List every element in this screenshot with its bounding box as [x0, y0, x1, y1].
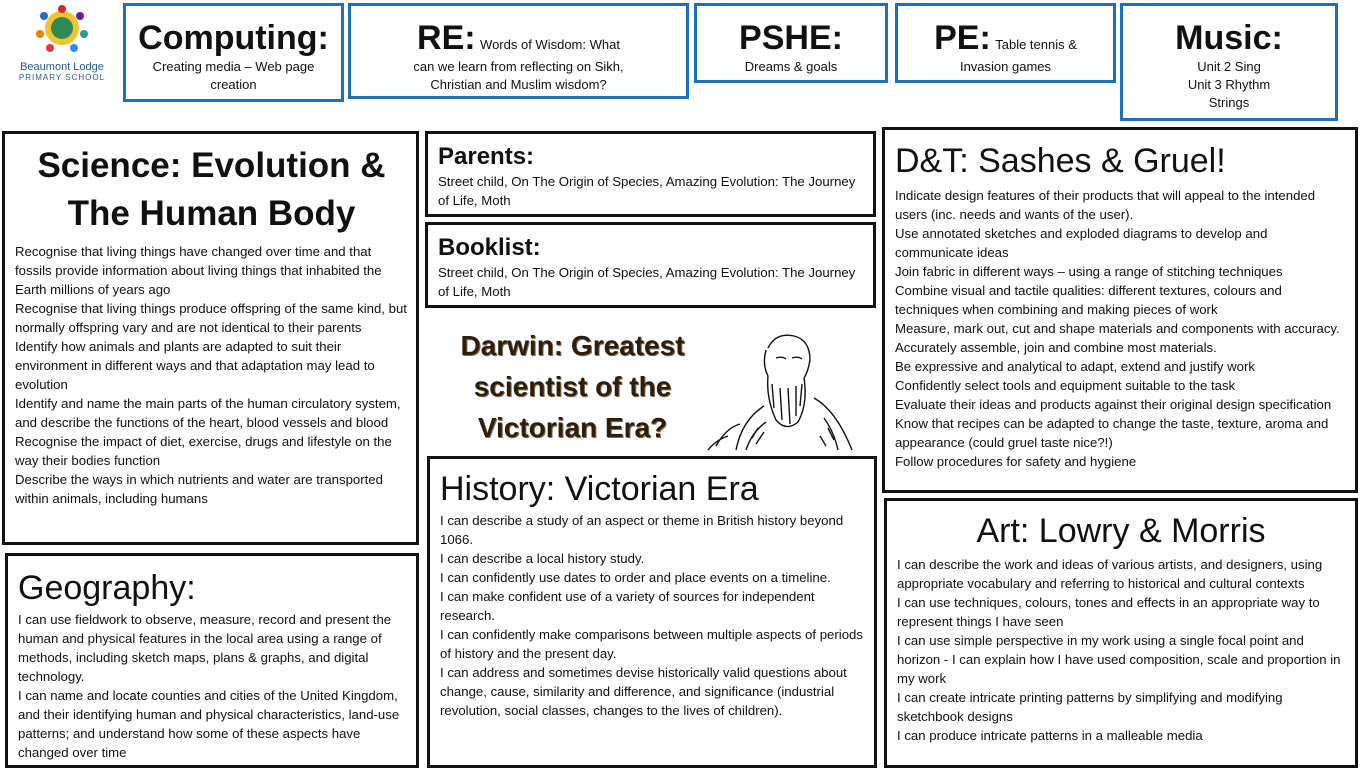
list-item: Recognise that living things produce offspring of the same kind, but normally offspring vary and are not identical to their parents	[15, 301, 407, 335]
history-list	[440, 511, 864, 720]
booklist-title: Booklist:	[438, 234, 541, 261]
parents-box	[425, 131, 876, 217]
booklist-box	[425, 222, 876, 308]
list-item: Join fabric in different ways – using a range of stitching techniques	[895, 264, 1283, 279]
list-item: I can use techniques, colours, tones and effects in an appropriate way to represent things I have seen	[897, 595, 1320, 629]
booklist-text: Street child, On The Origin of Species, Amazing Evolution: The Journey of Life, Moth	[438, 265, 856, 299]
list-item: Describe the ways in which nutrients and water are transported within animals, including humans	[15, 472, 383, 506]
pshe-line1: Dreams & goals	[744, 59, 838, 74]
pe-line2: Invasion games	[959, 59, 1052, 74]
re-title: RE:	[417, 19, 476, 57]
music-title: Music:	[1175, 19, 1283, 57]
art-list	[897, 555, 1345, 745]
dt-title: D&T: Sashes & Gruel!	[895, 142, 1226, 180]
parents-title: Parents:	[438, 143, 535, 170]
science-title-line1: Science: Evolution &	[37, 146, 386, 185]
list-item: Recognise that living things have changed over time and that fossils provide information about living things that inhabited the Earth millions of years ago	[15, 244, 382, 297]
art-title: Art: Lowry & Morris	[976, 512, 1266, 550]
dt-list	[895, 186, 1345, 471]
school-name: Beaumont Lodge	[20, 61, 104, 73]
school-type: PRIMARY SCHOOL	[18, 73, 106, 82]
darwin-line1: Darwin: Greatest	[460, 330, 685, 361]
pshe-title: PSHE:	[739, 19, 843, 57]
computing-title: Computing:	[138, 19, 329, 57]
science-list	[15, 242, 408, 508]
re-line3: Christian and Muslim wisdom?	[430, 77, 607, 92]
music-line1: Unit 2 Sing	[1197, 59, 1261, 74]
list-item: Combine visual and tactile qualities: different textures, colours and techniques when combining and making pieces of work	[895, 283, 1282, 317]
list-item: Recognise the impact of diet, exercise, drugs and lifestyle on the way their bodies function	[15, 434, 392, 468]
list-item: I can use simple perspective in my work using a single focal point and horizon - I can explain how I have used composition, scale and proportion in my work	[897, 633, 1341, 686]
list-item: I can use fieldwork to observe, measure, record and present the human and physical features in the local area using a range of methods, including sketch maps, plans & graphs, and digital technology.	[18, 612, 392, 684]
list-item: I can confidently make comparisons between multiple aspects of periods of history and the present day.	[440, 627, 863, 661]
list-item: I can describe a study of an aspect or theme in British history beyond 1066.	[440, 513, 844, 547]
science-box	[2, 131, 419, 545]
computing-box	[123, 3, 344, 102]
list-item: Identify and name the main parts of the human circulatory system, and describe the functions of the heart, blood vessels and blood	[15, 396, 401, 430]
music-line2: Unit 3 Rhythm	[1187, 77, 1271, 92]
re-box	[348, 3, 689, 99]
pe-title: PE:	[934, 19, 991, 57]
darwin-line3: Victorian Era?	[477, 412, 668, 443]
list-item: Be expressive and analytical to adapt, extend and justify work	[895, 359, 1255, 374]
science-title-line2: The Human Body	[67, 194, 356, 233]
re-subtitle: Words of Wisdom: What	[480, 37, 620, 52]
list-item: Use annotated sketches and exploded diagrams to develop and communicate ideas	[895, 226, 1268, 260]
list-item: Identify how animals and plants are adapted to suit their environment in different ways and that adaptation may lead to evolution	[15, 339, 375, 392]
list-item: Indicate design features of their products that will appeal to the intended users (inc. needs and wants of the user).	[895, 188, 1316, 222]
list-item: Follow procedures for safety and hygiene	[895, 454, 1137, 469]
art-box	[884, 498, 1358, 768]
list-item: Confidently select tools and equipment suitable to the task	[895, 378, 1236, 393]
school-logo	[6, 4, 118, 82]
list-item: I can describe the work and ideas of various artists, and designers, using appropriate vocabulary and referring to historical and cultural contexts	[897, 557, 1323, 591]
list-item: Evaluate their ideas and products against their original design specification	[895, 397, 1332, 412]
darwin-portrait-image	[706, 328, 864, 452]
darwin-line2: scientist of the	[473, 371, 672, 402]
geography-box	[5, 553, 419, 768]
music-line3: Strings	[1208, 95, 1250, 110]
list-item: I can confidently use dates to order and place events on a timeline.	[440, 570, 831, 585]
geography-list	[18, 610, 408, 762]
re-line2: can we learn from reflecting on Sikh,	[413, 59, 624, 74]
pe-subtitle: Table tennis &	[995, 37, 1077, 52]
school-logo-icon	[32, 4, 92, 56]
list-item: Know that recipes can be adapted to change the taste, texture, aroma and appearance (could gruel taste nice?!)	[895, 416, 1329, 450]
list-item: I can address and sometimes devise historically valid questions about change, cause, similarity and difference, and significance (industrial revolution, social classes, changes to the lives of children).	[440, 665, 847, 718]
list-item: I can name and locate counties and cities of the United Kingdom, and their identifying human and physical characteristics, land-use patterns; and understand how some of these aspects have changed over time	[18, 688, 400, 760]
list-item: I can describe a local history study.	[440, 551, 645, 566]
darwin-heading	[440, 325, 705, 448]
computing-line1: Creating media – Web page	[152, 59, 315, 74]
parents-text: Street child, On The Origin of Species, Amazing Evolution: The Journey of Life, Moth	[438, 174, 856, 208]
list-item: I can produce intricate patterns in a malleable media	[897, 728, 1203, 743]
list-item: I can create intricate printing patterns by simplifying and modifying sketchbook designs	[897, 690, 1283, 724]
pshe-box	[694, 3, 888, 83]
pe-box	[895, 3, 1116, 83]
list-item: I can make confident use of a variety of sources for independent research.	[440, 589, 815, 623]
computing-line2: creation	[210, 77, 257, 92]
list-item: Measure, mark out, cut and shape materials and components with accuracy. Accurately assemble, join and combine most materials.	[895, 321, 1340, 355]
dt-box	[882, 127, 1358, 493]
history-title: History: Victorian Era	[440, 470, 759, 508]
geography-title: Geography:	[18, 569, 196, 607]
history-box	[427, 456, 877, 768]
music-box	[1120, 3, 1338, 121]
